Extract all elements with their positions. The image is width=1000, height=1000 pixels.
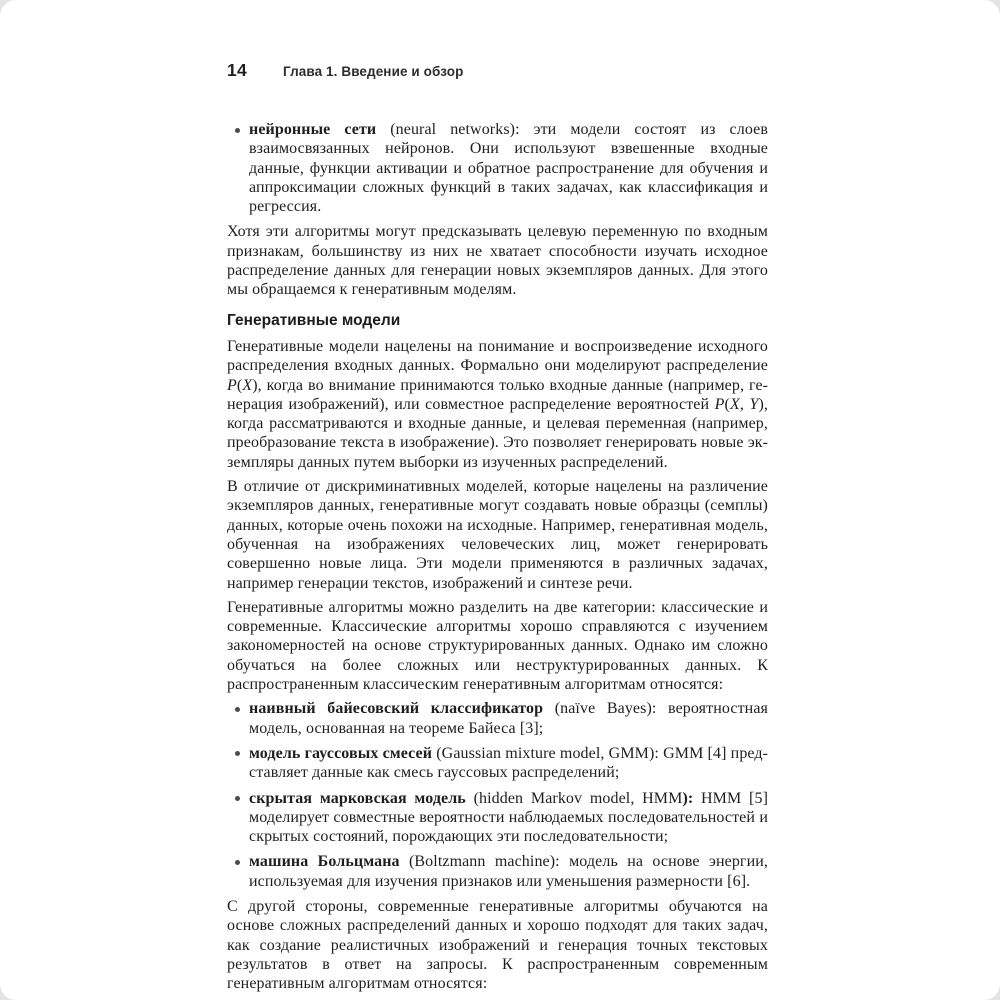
paragraph-transition: Хотя эти алгоритмы могут предсказывать целевую переменную по входным признакам, большинству из них не хватает способности изучать исходное распределение данных для генерации новых экземпляров данных. Для этого мы обращаемся к генеративным моделям. xyxy=(227,223,768,299)
bullet-icon xyxy=(235,860,240,865)
list-item-text: машина Больцмана (Boltzmann machine): модель на основе энергии, используемая для изучения признаков или уменьшения размерности [6]. xyxy=(249,853,769,890)
paragraph-algorithm-categories: Генеративные алгоритмы можно разделить на две категории: классические и современные. Классические алгоритмы хорошо справляются с изучением закономерностей на основе структурированных данных. Однако им сложно обучаться на более сложных или неструктурированных данных. К распространенным классическим генеративным алгоритмам относятся: xyxy=(227,598,768,694)
page-number: 14 xyxy=(227,60,248,80)
list-item-text: модель гауссовых смесей (Gaussian mixture model, GMM): GMM [4] представляет данные как смесь гауссовых распределений; xyxy=(249,744,768,782)
paragraph-modern-algorithms: С другой стороны, современные генеративные алгоритмы обучаются на основе сложных распределений данных и хорошо подходят для таких задач, как создание реалистичных изображений и генерация точных текстовых результатов в ответ на запросы. К распространенным современным генеративным алгоритмам относятся: xyxy=(227,897,768,993)
list-item xyxy=(227,120,768,216)
list-item-text: нейронные сети (neural networks): эти модели состоят из слоев взаимосвязанных нейронов. Они используют взвешенные входные данные, функции активации и обратное распространение для обучения и аппроксимации сложных функций в таких задачах, как классификация и регрессия. xyxy=(249,121,768,216)
paragraph-discriminative-comparison: В отличие от дискриминативных моделей, которые нацелены на различение экземпляров данных, генеративные могут создавать новые образцы (семплы) данных, которые очень похожи на исходные. Например, генеративная модель, обученная на изображениях человеческих лиц, может генерировать совершенно новые лица. Эти модели применяются в различных задачах, например генерации текстов, изображений и синтезе речи. xyxy=(227,478,768,592)
list-item xyxy=(227,744,768,783)
neural-networks-list xyxy=(227,120,768,216)
bullet-icon xyxy=(235,751,240,756)
list-item-text: скрытая марковская модель (hidden Markov model, HMM): HMM [5] моделирует совместные вероятности наблюдаемых последовательностей и скрытых состояний, порождающих эти последовательности; xyxy=(249,789,768,846)
bullet-icon xyxy=(235,796,240,801)
classic-algorithms-list xyxy=(227,699,768,891)
page-content xyxy=(227,60,768,998)
chapter-title: Глава 1. Введение и обзор xyxy=(283,64,464,79)
section-heading: Генеративные модели xyxy=(227,311,401,329)
list-item xyxy=(227,789,768,847)
bullet-icon xyxy=(235,707,240,712)
paragraph-generative-definition: Генеративные модели нацелены на понимание и воспроизведение исходного распределения входных данных. Формально они моделируют распределение P(X), когда во внимание принимаются только входные данные (например, генерация изображений), или совместное распределение вероятностей P(X, Y), когда рассматриваются и входные данные, и целевая переменная (например, преобразование текста в изображение). Это позволяет генерировать новые экземпляры данных путем выборки из изученных распределений. xyxy=(227,337,768,471)
list-item xyxy=(227,852,768,891)
bullet-icon xyxy=(235,128,240,133)
page-body xyxy=(227,120,768,993)
list-item-text: наивный байесовский классификатор (naïve Bayes): вероятностная модель, основанная на теореме Байеса [3]; xyxy=(249,700,768,737)
running-header xyxy=(227,60,768,81)
list-item xyxy=(227,699,768,738)
